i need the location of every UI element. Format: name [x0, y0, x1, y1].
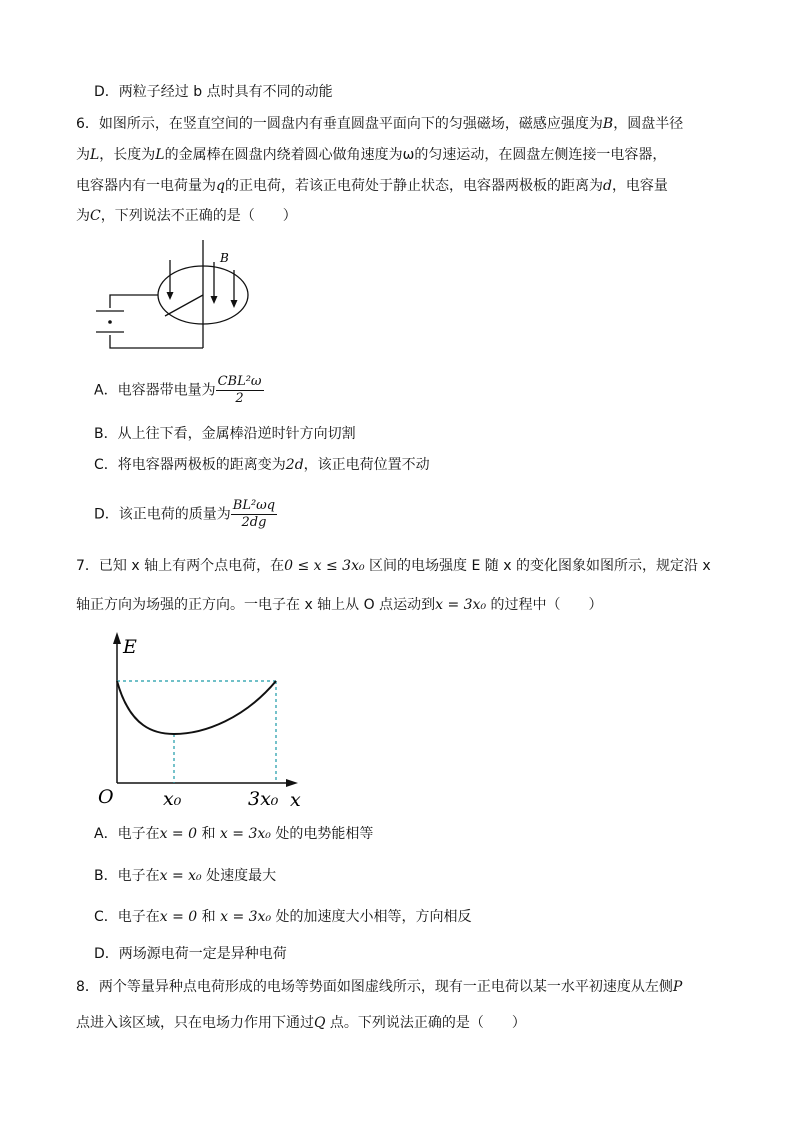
q8-text: 8．两个等量异种点电荷形成的电场等势面如图虚线所示，现有一正电荷以某一水平初速度从左侧	[76, 979, 673, 995]
fraction-denominator: 2	[235, 391, 244, 406]
option-text: 处的电势能相等	[270, 826, 374, 842]
math-expression: x = x₀	[159, 868, 202, 884]
q6-text: ，下列说法不正确的是（ ）	[100, 208, 297, 224]
math-expression: x = 3x₀	[220, 909, 272, 925]
option-text: A．电子在	[94, 826, 160, 842]
axis-label-x: x	[290, 789, 301, 811]
q6-symbol-c: C	[90, 208, 101, 224]
q6-text: 的金属棒在圆盘内绕着圆心做角速度为ω的匀速运动，在圆盘左侧连接一电容器，	[164, 147, 667, 163]
option-text: B．电子在	[94, 868, 160, 884]
x-axis-arrowhead	[286, 779, 298, 787]
math-expression: Q	[314, 1015, 326, 1031]
q6-option-d	[94, 498, 277, 531]
option-text: C．将电容器两极板的距离变为	[94, 457, 286, 473]
q7-option-d: D．两场源电荷一定是异种电荷	[94, 946, 287, 962]
q7-e-x-graph	[90, 628, 315, 813]
origin-label: O	[98, 786, 114, 808]
q6-stem-line-2	[76, 145, 666, 165]
q6-disc-figure	[90, 240, 260, 355]
arrowhead	[211, 296, 218, 304]
q6-option-c	[94, 455, 430, 475]
q7-option-b	[94, 866, 276, 886]
q6-stem-line-3	[76, 176, 668, 196]
q6-symbol-l: L	[155, 147, 165, 163]
math-expression: x = 3x₀	[435, 597, 487, 613]
option-text: 处的加速度大小相等，方向相反	[271, 909, 472, 925]
q7-text: 7．已知 x 轴上有两个点电荷，在	[76, 558, 285, 574]
q7-text: 区间的电场强度 E 随 x 的变化图象如图所示，规定沿 x	[364, 558, 711, 574]
q7-option-a	[94, 824, 373, 844]
math-expression: x = 3x₀	[219, 826, 271, 842]
q7-stem-line-2	[76, 595, 603, 615]
arrowhead	[231, 300, 238, 308]
q6-symbol-l: L	[90, 147, 100, 163]
math-expression: 0 ≤ x ≤ 3x₀	[284, 558, 365, 574]
option-text: A．电容器带电量为	[94, 382, 216, 399]
fraction	[231, 498, 277, 531]
q6-symbol-q: q	[216, 178, 225, 194]
y-axis-arrowhead	[113, 632, 121, 644]
e-curve	[117, 681, 276, 734]
q6-text: 6．如图所示，在竖直空间的一圆盘内有垂直圆盘平面向下的匀强磁场，磁感应强度为	[76, 116, 603, 132]
q6-symbol-b: B	[602, 116, 614, 132]
fraction-numerator: BL²ωq	[232, 498, 276, 513]
q6-symbol-d: d	[602, 178, 612, 194]
option-text: ，该正电荷位置不动	[303, 457, 430, 473]
q8-text: 点。下列说法正确的是（ ）	[325, 1015, 526, 1031]
q7-option-c	[94, 907, 472, 927]
math-expression: x = 0	[159, 826, 198, 842]
q6-text: ，长度为	[99, 147, 156, 163]
fraction-numerator: CBL²ω	[217, 374, 262, 389]
q5-option-d: D．两粒子经过 b 点时具有不同的动能	[94, 84, 333, 100]
charge-dot	[108, 320, 112, 324]
math-expression: P	[672, 979, 683, 995]
q6-text: 的正电荷，若该正电荷处于静止状态，电容器两极板的距离为	[224, 178, 603, 194]
q6-stem-line-1	[76, 114, 683, 134]
q7-text: 轴正方向为场强的正方向。一电子在 x 轴上从 O 点运动到	[76, 597, 436, 613]
wire-bottom	[110, 335, 203, 348]
q6-stem-line-4	[76, 206, 297, 226]
q6-option-b: B．从上往下看，金属棒沿逆时针方向切割	[94, 426, 356, 442]
fraction-denominator: 2dg	[241, 515, 267, 530]
q8-stem-line-1	[76, 977, 682, 997]
math-expression: 2d	[285, 457, 304, 473]
axis-label-e: E	[123, 636, 137, 658]
wire-top	[110, 295, 158, 308]
option-text: 处速度最大	[201, 868, 277, 884]
q6-text: 为	[76, 208, 90, 224]
option-text: 和	[197, 826, 220, 842]
fraction	[216, 374, 264, 407]
q6-text: ，圆盘半径	[613, 116, 684, 132]
q6-option-a	[94, 374, 264, 407]
q6-text: 电容器内有一电荷量为	[76, 178, 216, 194]
field-label-b: B	[220, 251, 229, 265]
q6-text: ，电容量	[611, 178, 668, 194]
q8-text: 点进入该区域，只在电场力作用下通过	[76, 1015, 314, 1031]
q6-text: 为	[76, 147, 90, 163]
q8-stem-line-2	[76, 1013, 526, 1033]
q7-stem-line-1	[76, 556, 711, 576]
tick-label-x0: x₀	[163, 788, 182, 810]
math-expression: x = 0	[159, 909, 198, 925]
option-text: D．该正电荷的质量为	[94, 506, 231, 523]
q7-text: 的过程中（ ）	[486, 597, 603, 613]
option-text: 和	[197, 909, 221, 925]
arrowhead	[167, 292, 174, 300]
tick-label-3x0: 3x₀	[248, 788, 279, 810]
option-text: C．电子在	[94, 909, 160, 925]
